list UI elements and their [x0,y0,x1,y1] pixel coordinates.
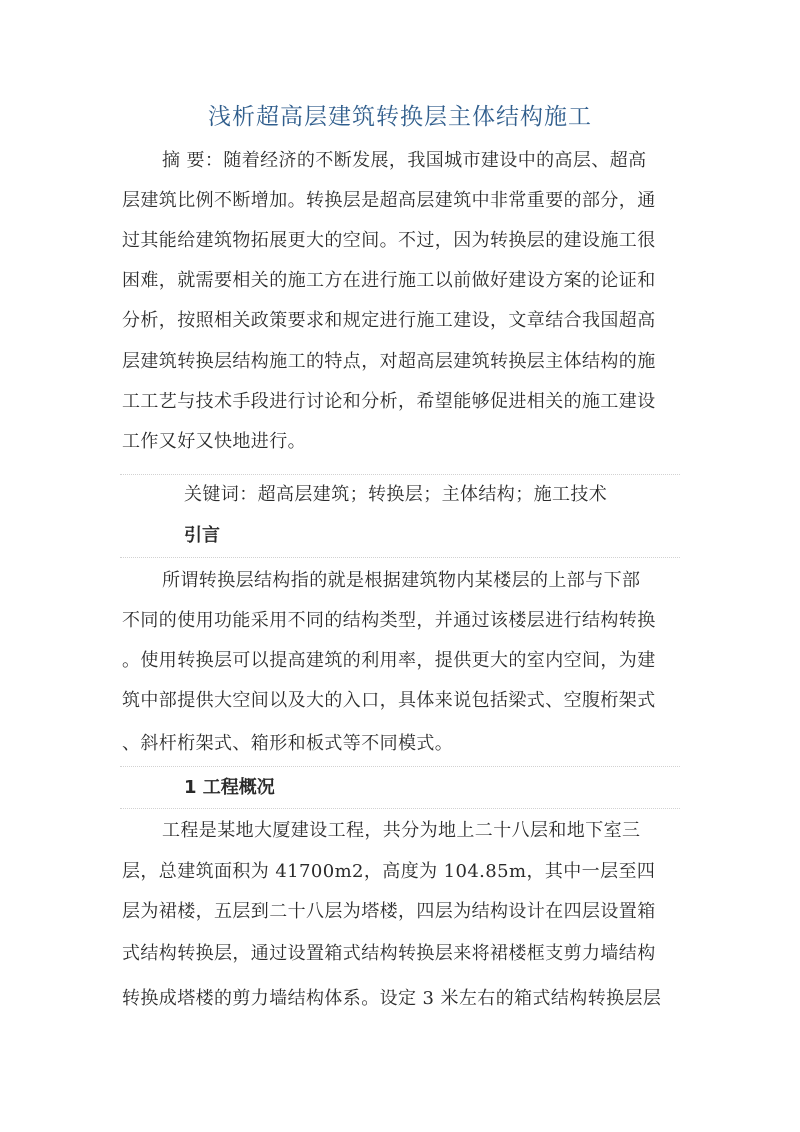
intro-heading: 引言 [184,525,220,546]
abstract-line: 工工艺与技术手段进行讨论和分析，希望能够促进相关的施工建设 [122,391,656,412]
divider [120,557,680,558]
section-line: 层，总建筑面积为 41700m2，高度为 104.85m，其中一层至四 [122,861,656,882]
intro-line: 筑中部提供大空间以及大的入口，具体来说包括梁式、空腹桁架式 [122,690,656,711]
divider [120,766,680,767]
abstract-line: 分析，按照相关政策要求和规定进行施工建设，文章结合我国超高 [122,310,656,331]
section-line: 式结构转换层，通过设置箱式结构转换层来将裙楼框支剪力墙结构 [122,943,656,964]
abstract-line: 层建筑转换层结构施工的特点，对超高层建筑转换层主体结构的施 [122,351,656,372]
abstract-line: 过其能给建筑物拓展更大的空间。不过，因为转换层的建设施工很 [122,230,656,251]
section-line: 转换成塔楼的剪力墙结构体系。设定 3 米左右的箱式结构转换层层 [122,988,662,1009]
abstract-line: 工作又好又快地进行。 [122,431,306,452]
section-line: 工程是某地大厦建设工程，共分为地上二十八层和地下室三 [162,820,641,841]
intro-line: 。使用转换层可以提高建筑的利用率，提供更大的室内空间，为建 [122,650,656,671]
divider [120,474,680,475]
document-title: 浅析超高层建筑转换层主体结构施工 [208,104,592,130]
intro-line: 、斜杆桁架式、箱形和板式等不同模式。 [122,733,454,754]
abstract-line: 摘 要：随着经济的不断发展，我国城市建设中的高层、超高 [162,150,647,171]
abstract-line: 层建筑比例不断增加。转换层是超高层建筑中非常重要的部分，通 [122,190,656,211]
divider [120,808,680,809]
abstract-line: 困难，就需要相关的施工方在进行施工以前做好建设方案的论证和 [122,270,656,291]
intro-line: 不同的使用功能采用不同的结构类型，并通过该楼层进行结构转换 [122,610,656,631]
section-line: 层为裙楼，五层到二十八层为塔楼，四层为结构设计在四层设置箱 [122,901,656,922]
section-heading: 1 工程概况 [184,777,275,798]
keywords-line: 关键词：超高层建筑；转换层；主体结构；施工技术 [184,484,608,505]
intro-line: 所谓转换层结构指的就是根据建筑物内某楼层的上部与下部 [162,570,641,591]
